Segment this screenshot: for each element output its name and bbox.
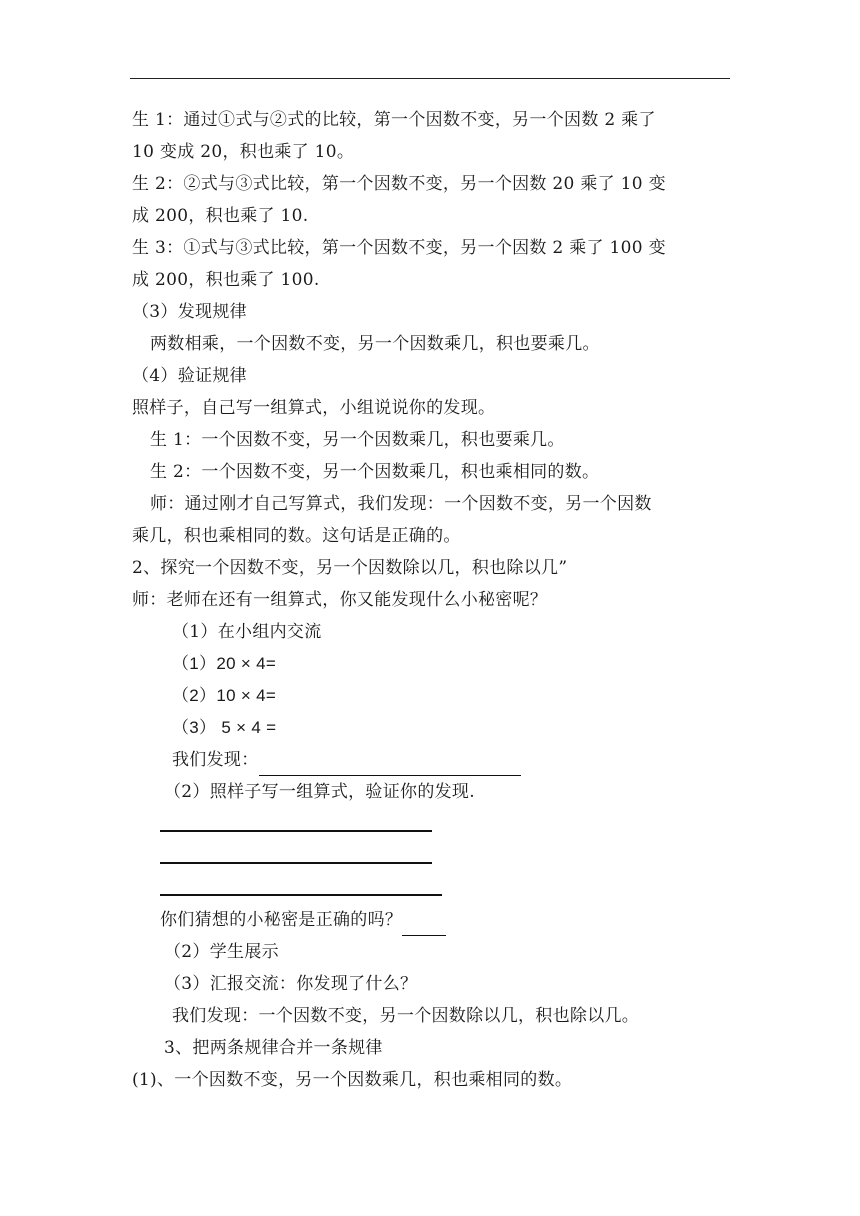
fill-in-line bbox=[132, 744, 732, 776]
text-line: 照样子，自己写一组算式，小组说说你的发现。 bbox=[132, 398, 496, 418]
text-line: 乘几，积也乘相同的数。这句话是正确的。 bbox=[132, 526, 461, 546]
text-line: 师：老师在还有一组算式，你又能发现什么小秘密呢？ bbox=[132, 590, 548, 610]
fill-in-blank[interactable] bbox=[259, 755, 521, 776]
text-line: 生 1：通过①式与②式的比较，第一个因数不变，另一个因数 2 乘了 bbox=[132, 110, 656, 130]
answer-blank-line[interactable] bbox=[132, 872, 732, 904]
text-line: （2）学生展示 bbox=[164, 942, 279, 962]
text-line: 成 200，积也乘了 100. bbox=[132, 270, 320, 290]
section-heading: （3）发现规律 bbox=[132, 302, 247, 322]
answer-blank-line[interactable] bbox=[132, 840, 732, 872]
text-line: 生 2：②式与③式比较，第一个因数不变，另一个因数 20 乘了 10 变 bbox=[132, 174, 666, 194]
section-heading: 2、探究一个因数不变，另一个因数除以几，积也除以几” bbox=[132, 558, 568, 578]
text-line: 成 200，积也乘了 10. bbox=[132, 206, 309, 226]
equation-line: （2）10 × 4= bbox=[172, 686, 277, 705]
text-line: 生 3：①式与③式比较，第一个因数不变，另一个因数 2 乘了 100 变 bbox=[132, 238, 666, 258]
answer-blank-line[interactable] bbox=[132, 808, 732, 840]
text-line: 我们发现：一个因数不变，另一个因数除以几，积也除以几。 bbox=[172, 1006, 640, 1026]
text-line: 生 2：一个因数不变，另一个因数乘几，积也乘相同的数。 bbox=[150, 462, 600, 482]
document-body bbox=[132, 104, 732, 1096]
text-line: （2）照样子写一组算式，验证你的发现. bbox=[164, 782, 475, 802]
text-line: 10 变成 20，积也乘了 10。 bbox=[132, 142, 355, 162]
fill-in-line bbox=[132, 904, 732, 936]
text-line: (1)、一个因数不变，另一个因数乘几，积也乘相同的数。 bbox=[132, 1070, 573, 1090]
text-line: （3）汇报交流：你发现了什么？ bbox=[164, 974, 418, 994]
section-heading: 3、把两条规律合并一条规律 bbox=[164, 1038, 383, 1058]
fill-in-label: 我们发现： bbox=[172, 750, 259, 770]
text-line: 生 1：一个因数不变，另一个因数乘几，积也要乘几。 bbox=[150, 430, 565, 450]
fill-in-blank[interactable] bbox=[402, 915, 446, 936]
equation-line: （1）20 × 4= bbox=[172, 654, 277, 673]
text-line: 两数相乘，一个因数不变，另一个因数乘几，积也要乘几。 bbox=[150, 334, 600, 354]
fill-in-label: 你们猜想的小秘密是正确的吗？ bbox=[160, 910, 403, 930]
section-heading: （4）验证规律 bbox=[132, 366, 247, 386]
text-line: （1）在小组内交流 bbox=[172, 622, 322, 642]
equation-line: （3） 5 × 4 = bbox=[172, 718, 277, 737]
text-line: 师：通过刚才自己写算式，我们发现：一个因数不变，另一个因数 bbox=[150, 494, 652, 514]
header-rule bbox=[130, 78, 730, 79]
